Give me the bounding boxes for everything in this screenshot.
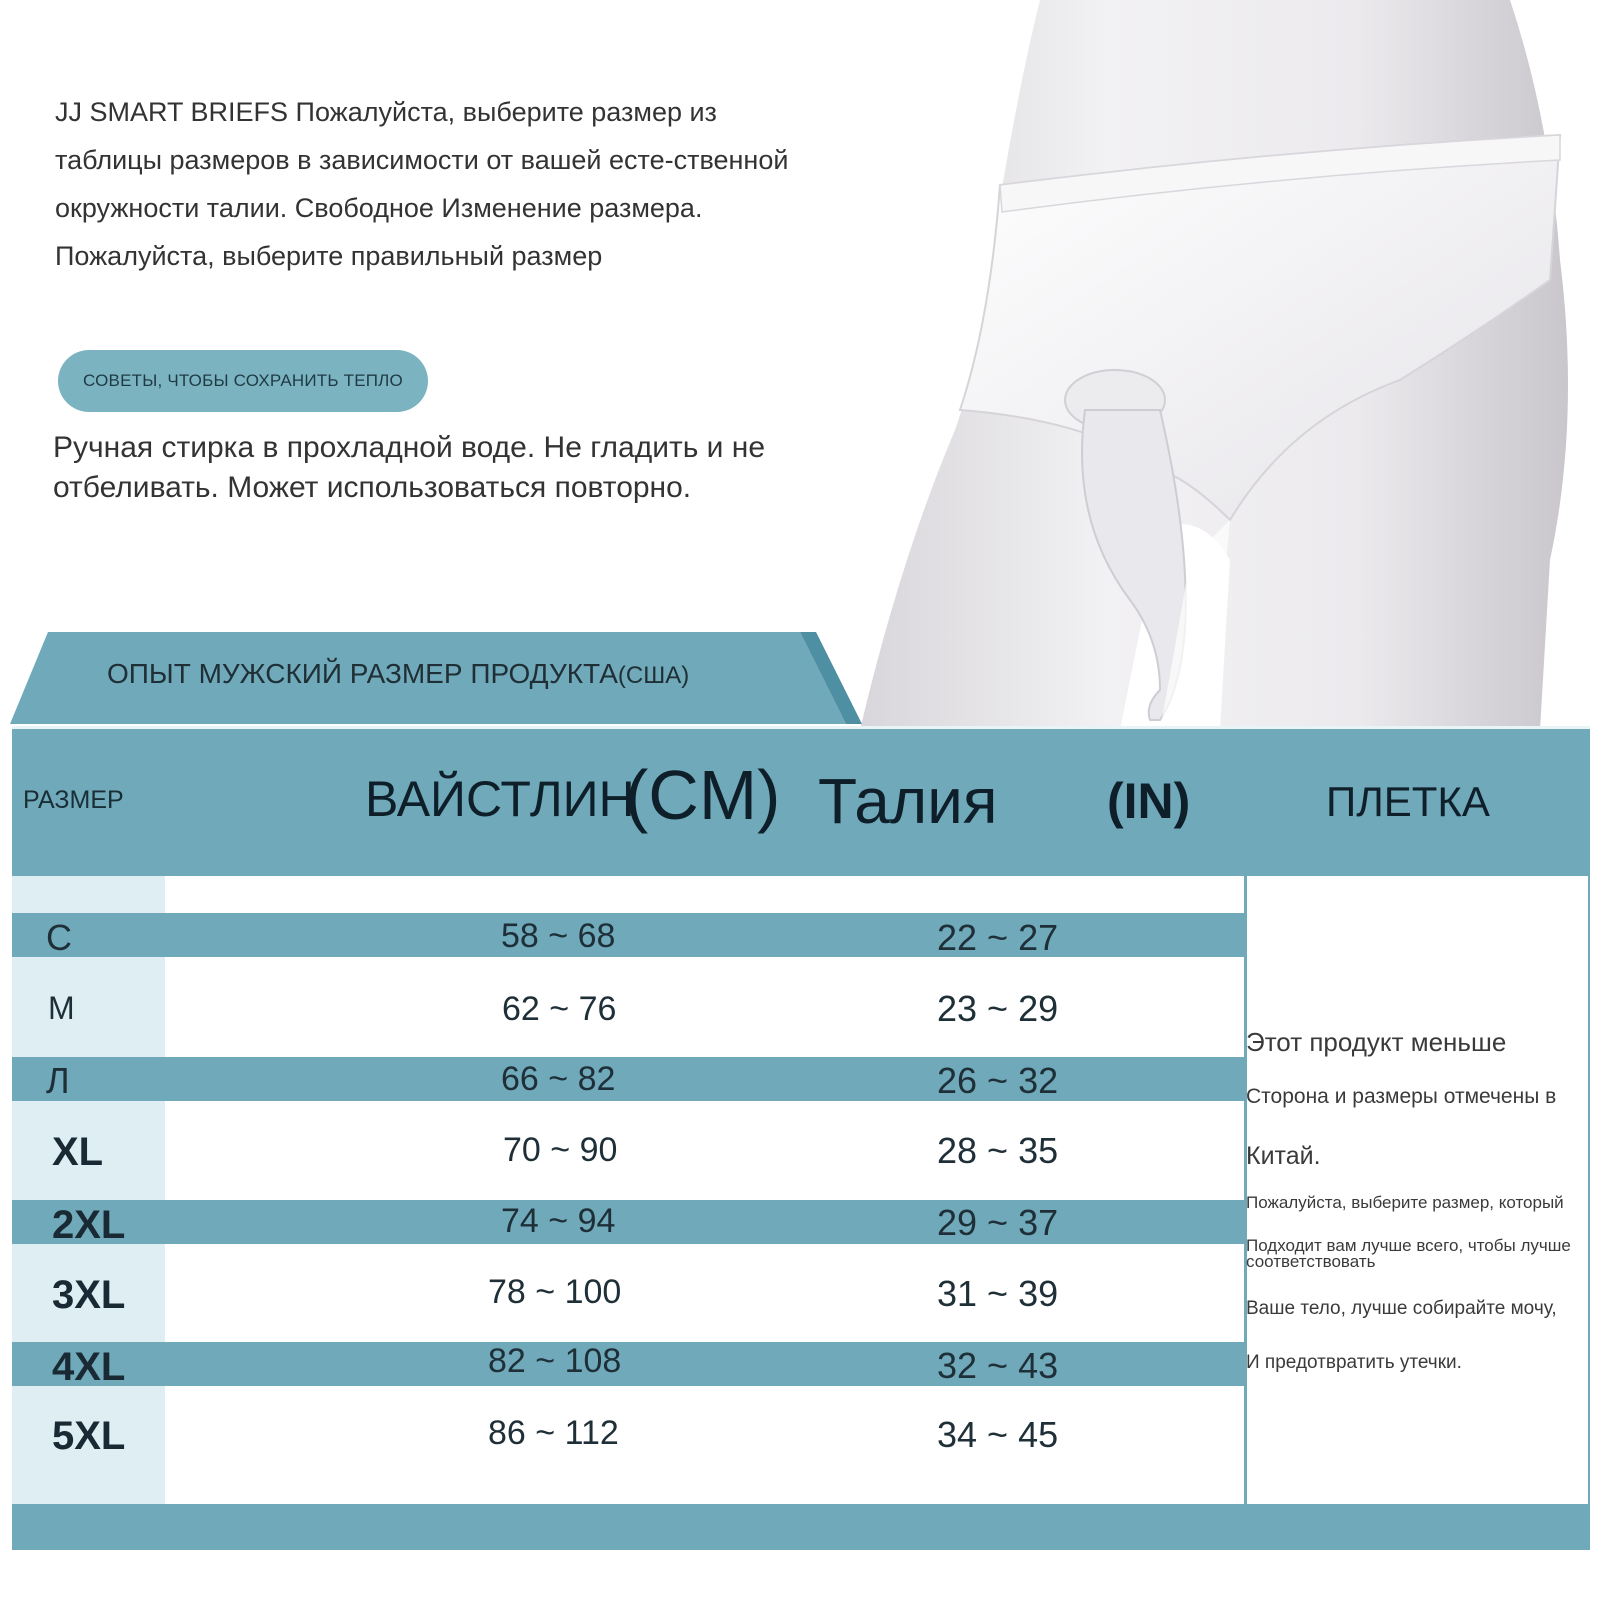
- note-panel: [1244, 876, 1590, 1504]
- table-row-size: 5XL: [52, 1414, 126, 1458]
- header-inch: (IN): [1107, 773, 1191, 829]
- table-row-inch: 28 ~ 35: [937, 1130, 1059, 1171]
- table-row-size: Л: [46, 1060, 70, 1101]
- table-row-cm: 82 ~ 108: [488, 1342, 622, 1380]
- table-row-inch: 23 ~ 29: [937, 988, 1059, 1029]
- table-row-inch: 26 ~ 32: [937, 1060, 1059, 1101]
- note-line: Подходит вам лучше всего, чтобы лучше соответствовать: [1246, 1236, 1571, 1271]
- note-line: Китай.: [1246, 1142, 1321, 1170]
- table-row-inch: 34 ~ 45: [937, 1414, 1059, 1455]
- table-row-size: М: [48, 990, 75, 1026]
- table-row-inch: 31 ~ 39: [937, 1273, 1059, 1314]
- table-row-size: 2XL: [52, 1203, 126, 1247]
- table-row-cm: 78 ~ 100: [488, 1273, 622, 1311]
- header-waist: Талия: [818, 765, 998, 837]
- note-line: И предотвратить утечки.: [1246, 1352, 1462, 1373]
- table-row-inch: 22 ~ 27: [937, 917, 1059, 958]
- care-tips-label: СОВЕТЫ, ЧТОБЫ СОХРАНИТЬ ТЕПЛО: [83, 371, 403, 390]
- intro-text: JJ SMART BRIEFS Пожалуйста, выберите размер из таблицы размеров в зависимости от вашей есте-ственной окружности талии. Свободное Изменение размера. Пожалуйста, выберите правильный размер: [55, 97, 789, 271]
- row-band: [12, 913, 1244, 957]
- table-row-inch: 29 ~ 37: [937, 1202, 1059, 1243]
- header-cm: (CM): [625, 756, 781, 834]
- note-line: Ваше тело, лучше собирайте мочу,: [1246, 1298, 1557, 1319]
- table-footer: [12, 1504, 1590, 1550]
- table-row-size: С: [46, 917, 72, 958]
- row-band: [12, 1057, 1244, 1101]
- size-chart-title: [107, 658, 689, 690]
- header-waistline: ВАЙСТЛИН: [365, 771, 635, 827]
- note-line: Сторона и размеры отмечены в: [1246, 1085, 1557, 1108]
- table-row-inch: 32 ~ 43: [937, 1345, 1059, 1386]
- table-row-cm: 70 ~ 90: [503, 1131, 618, 1169]
- care-instructions: Ручная стирка в прохладной воде. Не гладить и не отбеливать. Может использоваться повторно.: [53, 431, 766, 504]
- row-band: [12, 1342, 1244, 1386]
- table-row-cm: 74 ~ 94: [501, 1202, 616, 1240]
- table-row-size: XL: [52, 1130, 104, 1174]
- table-row-size: 4XL: [52, 1345, 126, 1389]
- table-row-cm: 66 ~ 82: [501, 1060, 616, 1098]
- header-note: ПЛЕТКА: [1326, 778, 1490, 825]
- table-row-cm: 86 ~ 112: [488, 1414, 619, 1452]
- table-row-cm: 62 ~ 76: [502, 990, 617, 1028]
- row-band: [12, 1200, 1244, 1244]
- size-chart-title-text: ОПЫТ МУЖСКИЙ РАЗМЕР ПРОДУКТА: [107, 658, 618, 689]
- note-line: Пожалуйста, выберите размер, который: [1246, 1193, 1564, 1212]
- table-row-size: 3XL: [52, 1273, 126, 1317]
- size-column: [12, 876, 165, 1504]
- care-tips-badge: [58, 350, 428, 412]
- size-chart-region: (США): [617, 662, 690, 689]
- note-line: Этот продукт меньше: [1246, 1027, 1507, 1057]
- size-table-body: [12, 876, 1244, 1504]
- product-mannequin-image: [860, 0, 1600, 730]
- table-row-cm: 58 ~ 68: [501, 917, 616, 955]
- header-size: РАЗМЕР: [23, 786, 124, 814]
